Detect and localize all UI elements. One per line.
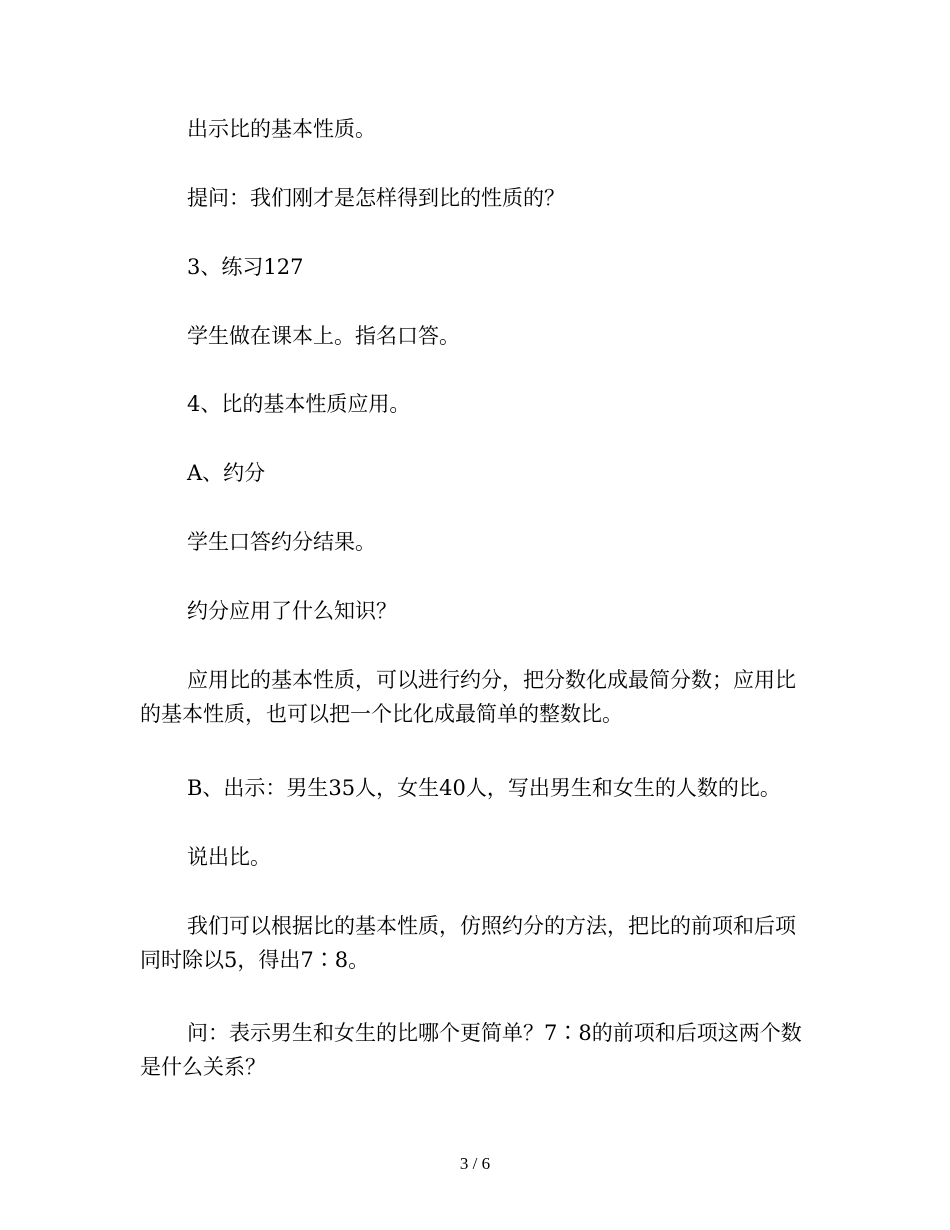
paragraph-3: 3、练习127 xyxy=(187,255,304,279)
paragraph-4: 学生做在课本上。指名口答。 xyxy=(187,324,460,348)
paragraph-13: 问：表示男生和女生的比哪个更简单？7∶8的前项和后项这两个数是什么关系？ xyxy=(140,1021,802,1079)
paragraph-10: B、出示：男生35人，女生40人，写出男生和女生的人数的比。 xyxy=(187,776,781,800)
paragraph-9: 应用比的基本性质，可以进行约分，把分数化成最简分数；应用比的基本性质，也可以把一个比化成最简单的整数比。 xyxy=(140,668,796,726)
paragraph-7: 学生口答约分结果。 xyxy=(187,530,376,554)
paragraph-11: 说出比。 xyxy=(187,845,271,869)
paragraph-8: 约分应用了什么知识？ xyxy=(187,599,397,623)
paragraph-2: 提问：我们刚才是怎样得到比的性质的？ xyxy=(187,186,565,210)
page-number: 3 / 6 xyxy=(459,1154,491,1173)
paragraph-1: 出示比的基本性质。 xyxy=(187,117,376,141)
paragraph-6: A、约分 xyxy=(187,461,266,485)
paragraph-12: 我们可以根据比的基本性质，仿照约分的方法，把比的前项和后项同时除以5，得出7∶8。 xyxy=(140,914,796,972)
paragraph-5: 4、比的基本性质应用。 xyxy=(187,392,411,416)
